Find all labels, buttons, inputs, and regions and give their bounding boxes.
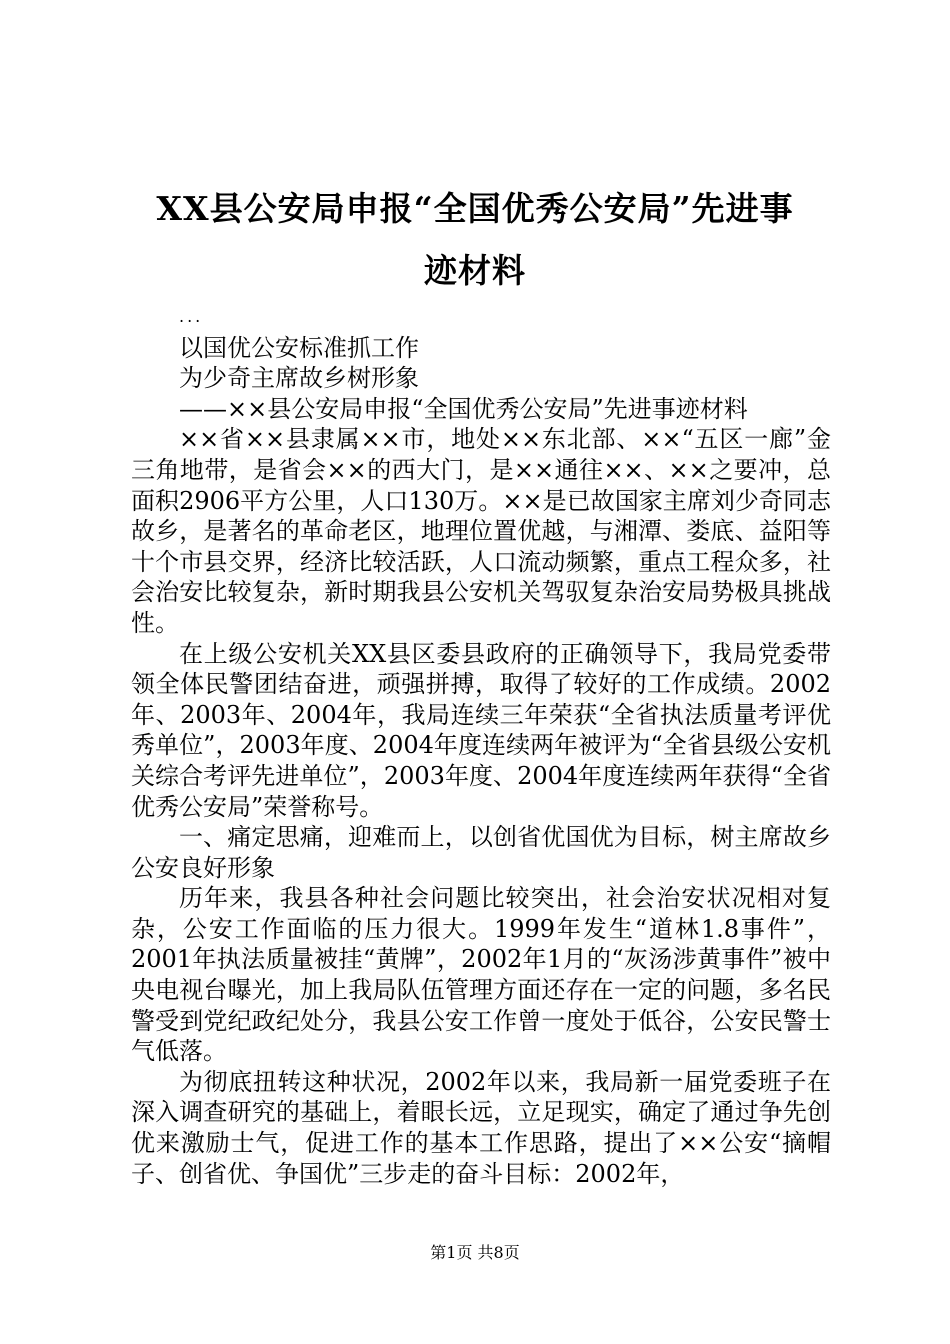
page-footer xyxy=(0,1243,950,1263)
paragraph-1: ××省××县隶属××市，地处××东北部、××“五区一廊”金三角地带，是省会××的西大门，是××通往××、××之要冲，总面积2906平方公里，人口130万。××是已故国家主席刘少奇同志故乡，是著名的革命老区，地理位置优越，与湘潭、娄底、益阳等十个市县交界，经济比较活跃，人口流动频繁，重点工程众多，社会治安比较复杂，新时期我县公安机关驾驭复杂治安局势极具挑战性。 xyxy=(131,425,831,637)
ellipsis-marker: ... xyxy=(179,307,204,326)
paragraph-3: 历年来，我县各种社会问题比较突出，社会治安状况相对复杂，公安工作面临的压力很大。1999年发生“道林1.8事件”，2001年执法质量被挂“黄牌”，2002年1月的“灰汤涉黄事件”被中央电视台曝光，加上我局队伍管理方面还存在一定的问题，多名民警受到党纪政纪处分，我县公安工作曾一度处于低谷，公安民警士气低落。 xyxy=(131,884,831,1066)
document-title xyxy=(120,178,830,302)
subtitle-line-1: 以国优公安标准抓工作 xyxy=(179,333,419,362)
document-body xyxy=(131,302,831,1189)
paragraph-2: 在上级公安机关XX县区委县政府的正确领导下，我局党委带领全体民警团结奋进，顽强拼搏，取得了较好的工作成绩。2002年、2003年、2004年，我局连续三年荣获“全省执法质量考评优秀单位”，2003年度、2004年度连续两年被评为“全省县级公安机关综合考评先进单位”，2003年度、2004年度连续两年获得“全省优秀公安局”荣誉称号。 xyxy=(131,639,831,821)
subtitle-line-3: ——××县公安局申报“全国优秀公安局”先进事迹材料 xyxy=(179,394,748,423)
subtitle-line-2: 为少奇主席故乡树形象 xyxy=(179,364,419,393)
section-heading-1: 一、痛定思痛，迎难而上，以创省优国优为目标，树主席故乡公安良好形象 xyxy=(131,823,831,882)
title-line-2: 迹材料 xyxy=(424,251,526,290)
page-number: 第1页 共8页 xyxy=(430,1243,520,1262)
title-line-1: XX县公安局申报“全国优秀公安局”先进事 xyxy=(156,189,794,228)
paragraph-4: 为彻底扭转这种状况，2002年以来，我局新一届党委班子在深入调查研究的基础上，着眼长远，立足现实，确定了通过争先创优来激励士气，促进工作的基本工作思路，提出了××公安“摘帽子、创省优、争国优”三步走的奋斗目标：2002年， xyxy=(131,1067,831,1188)
